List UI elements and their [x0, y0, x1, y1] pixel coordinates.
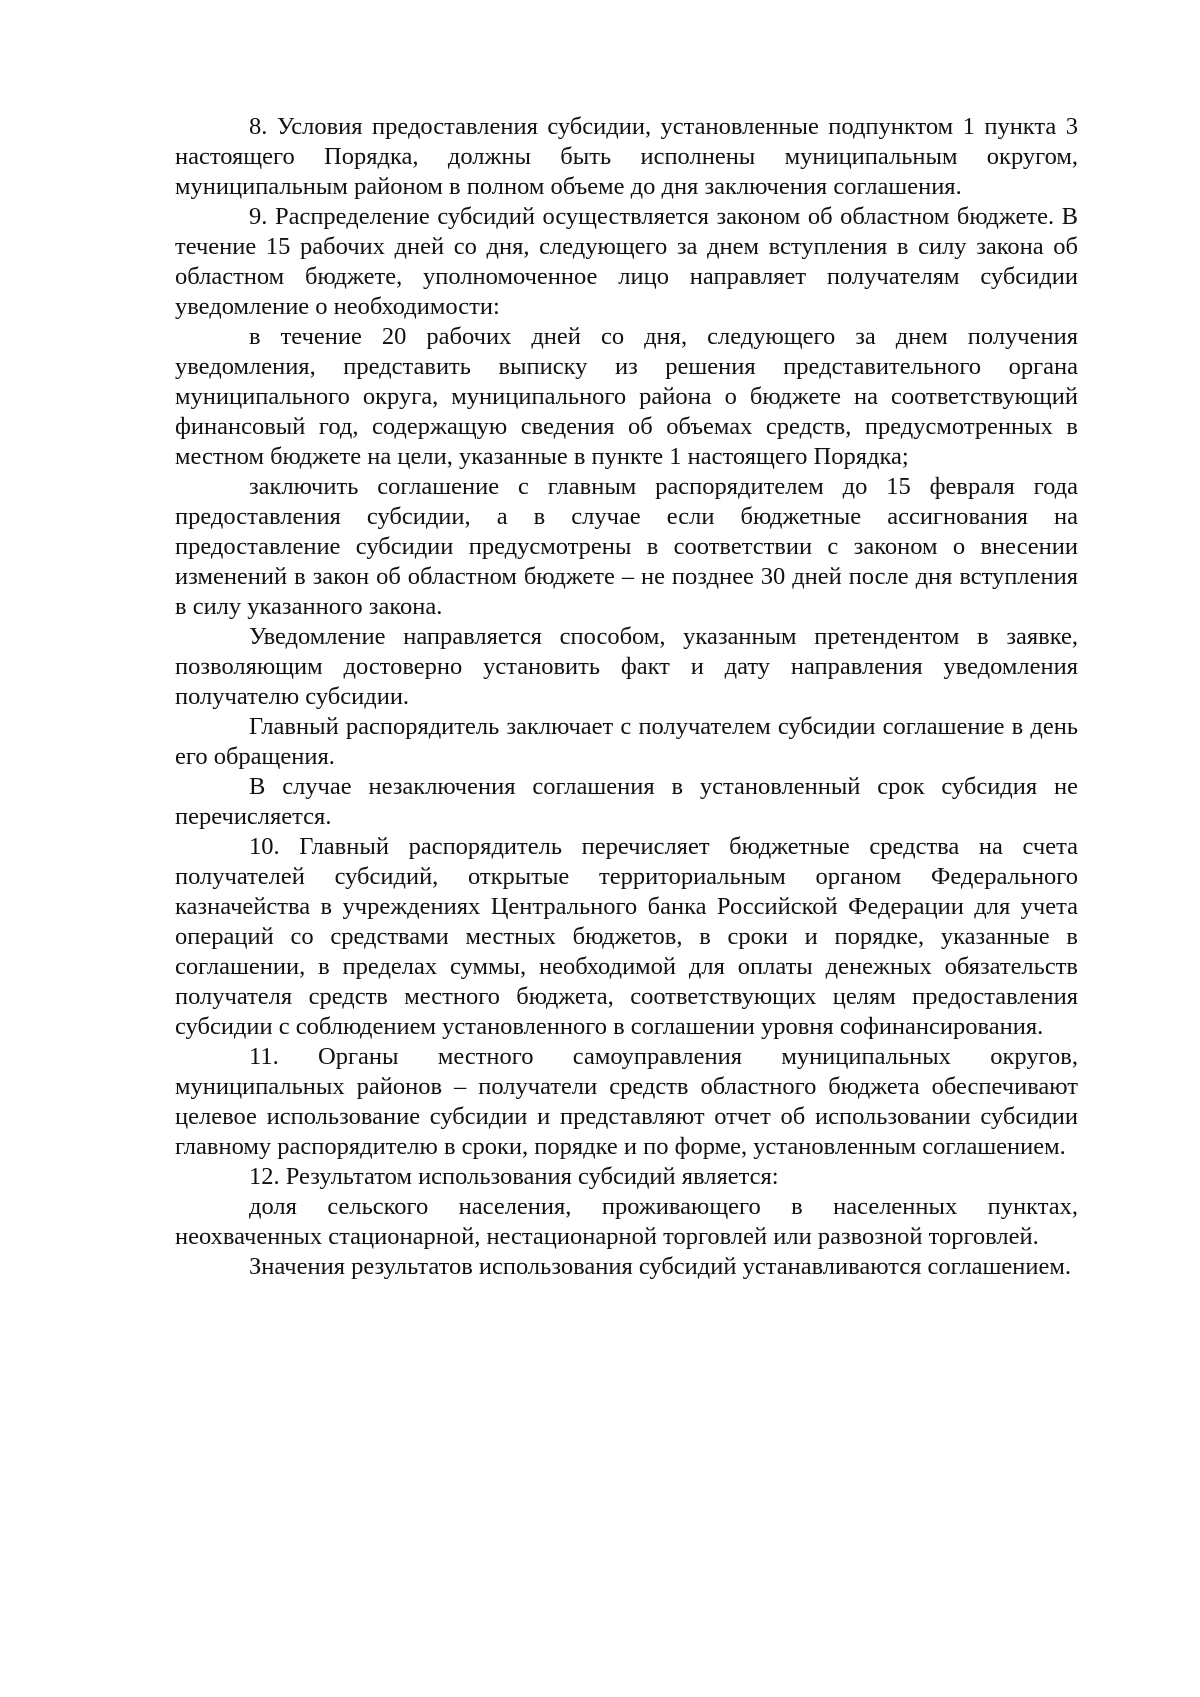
paragraph-12-result-indicator: доля сельского населения, проживающего в населенных пунктах, неохваченных стационарной, нестационарной торговлей или развозной торговлей. — [175, 1193, 1078, 1250]
paragraph-9-distribution: 9. Распределение субсидий осуществляется законом об областном бюджете. В течение 15 рабочих дней со дня, следующего за днем вступления в силу закона об областном бюджете, уполномоченное лицо направляет получателям субсидии уведомление о необходимости: — [175, 203, 1078, 320]
paragraph-9-statement-requirement: в течение 20 рабочих дней со дня, следующего за днем получения уведомления, представить выписку из решения представительного органа муниципального округа, муниципального района о бюджете на соответствующий финансовый год, содержащую сведения об объемах средств, предусмотренных в местном бюджете на цели, указанные в пункте 1 настоящего Порядка; — [175, 323, 1078, 470]
document-page — [175, 112, 1078, 1282]
paragraph-8-conditions: 8. Условия предоставления субсидии, установленные подпунктом 1 пункта 3 настоящего Порядка, должны быть исполнены муниципальным округом, муниципальным районом в полном объеме до дня заключения соглашения. — [175, 113, 1078, 200]
paragraph-12-result: 12. Результатом использования субсидий является: — [249, 1163, 779, 1190]
paragraph-9-notification-method: Уведомление направляется способом, указанным претендентом в заявке, позволяющим достоверно установить факт и дату направления уведомления получателю субсидии. — [175, 623, 1078, 710]
paragraph-11-local-government: 11. Органы местного самоуправления муниципальных округов, муниципальных районов – получатели средств областного бюджета обеспечивают целевое использование субсидии и представляют отчет об использовании субсидии главному распорядителю в сроки, порядке и по форме, установленным соглашением. — [175, 1043, 1078, 1160]
paragraph-9-agreement-day: Главный распорядитель заключает с получателем субсидии соглашение в день его обращения. — [175, 713, 1078, 770]
paragraph-9-no-agreement: В случае незаключения соглашения в установленный срок субсидия не перечисляется. — [175, 773, 1078, 830]
paragraph-10-transfer: 10. Главный распорядитель перечисляет бюджетные средства на счета получателей субсидий, открытые территориальным органом Федерального казначейства в учреждениях Центрального банка Российской Федерации для учета операций со средствами местных бюджетов, в сроки и порядке, указанные в соглашении, в пределах суммы, необходимой для оплаты денежных обязательств получателя средств местного бюджета, соответствующих целям предоставления субсидии с соблюдением установленного в соглашении уровня софинансирования. — [175, 833, 1078, 1040]
paragraph-12-result-values: Значения результатов использования субсидий устанавливаются соглашением. — [249, 1253, 1072, 1280]
paragraph-9-agreement-requirement: заключить соглашение с главным распорядителем до 15 февраля года предоставления субсидии, а в случае если бюджетные ассигнования на предоставление субсидии предусмотрены в соответствии с законом о внесении изменений в закон об областном бюджете – не позднее 30 дней после дня вступления в силу указанного закона. — [175, 473, 1078, 620]
